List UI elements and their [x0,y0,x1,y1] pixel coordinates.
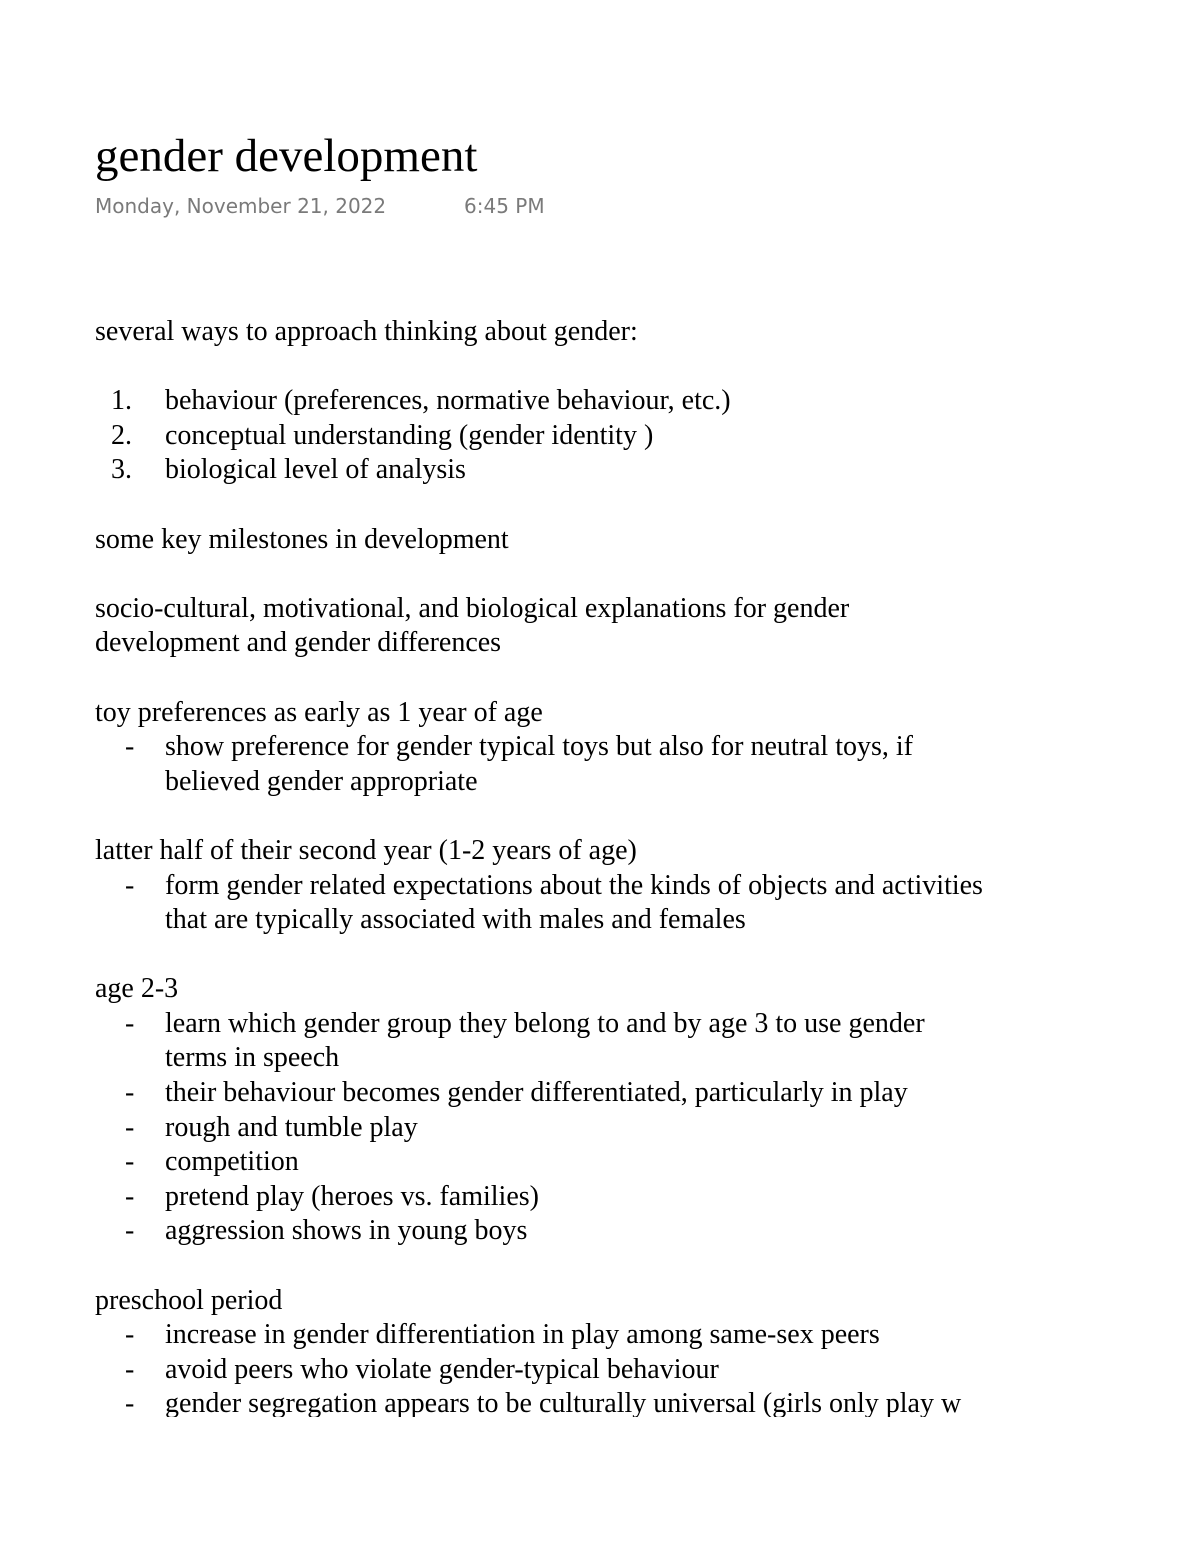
dash-bullet: - [125,1180,135,1212]
dash-bullet: - [125,1146,135,1178]
list-item [95,453,1145,488]
explanations-line: socio-cultural, motivational, and biological explanations for gender [95,592,850,624]
list-item-text: that are typically associated with males and females [165,904,746,936]
list-item-text: aggression shows in young boys [165,1215,528,1247]
list-item-text: gender segregation appears to be culturally universal (girls only play w [165,1388,962,1418]
age23-heading: age 2-3 [95,973,179,1005]
dash-bullet: - [125,1215,135,1247]
list-item [95,1007,1145,1076]
milestones-heading: some key milestones in development [95,523,509,555]
note-timestamp [95,194,545,218]
note-body [95,315,1145,1417]
list-item [95,1318,1145,1353]
list-item-text: biological level of analysis [165,454,466,486]
list-item-text: terms in speech [165,1042,340,1074]
list-item [95,1387,1145,1417]
explanations-line: development and gender differences [95,627,502,659]
list-item [95,1111,1145,1146]
list-item-text: pretend play (heroes vs. families) [165,1180,539,1212]
dash-bullet: - [125,1353,135,1385]
list-item-text: increase in gender differentiation in play among same-sex peers [165,1319,880,1351]
list-item [95,1214,1145,1249]
list-item [95,730,1145,799]
list-item [95,1076,1145,1111]
dash-bullet: - [125,1077,135,1109]
page-title: gender development [95,130,478,182]
second-year-heading: latter half of their second year (1-2 years of age) [95,834,637,866]
list-item-text: behaviour (preferences, normative behaviour, etc.) [165,385,731,417]
dash-bullet: - [125,1007,135,1039]
list-item-text: learn which gender group they belong to and by age 3 to use gender [165,1007,925,1039]
note-date: Monday, November 21, 2022 [95,194,387,218]
list-item-text: believed gender appropriate [165,765,478,797]
list-item-text: form gender related expectations about the kinds of objects and activities [165,869,983,901]
dash-bullet: - [125,869,135,901]
dash-bullet: - [125,1388,135,1418]
list-number: 3. [111,454,132,486]
preschool-heading: preschool period [95,1284,283,1316]
approaches-list [95,384,1145,488]
list-item-text: rough and tumble play [165,1111,418,1143]
list-item-text: conceptual understanding (gender identity ) [165,419,654,451]
dash-bullet: - [125,1111,135,1143]
list-item [95,1353,1145,1388]
list-number: 2. [111,419,132,451]
list-number: 1. [111,385,132,417]
list-item [95,869,1145,938]
dash-bullet: - [125,731,135,763]
list-item-text: their behaviour becomes gender differentiated, particularly in play [165,1077,908,1109]
list-item-text: show preference for gender typical toys but also for neutral toys, if [165,731,913,763]
list-item-text: avoid peers who violate gender-typical behaviour [165,1353,719,1385]
dash-bullet: - [125,1319,135,1351]
intro-line: several ways to approach thinking about gender: [95,316,638,347]
list-item [95,1145,1145,1180]
toy-heading: toy preferences as early as 1 year of age [95,696,543,728]
note-time: 6:45 PM [464,194,545,218]
list-item [95,419,1145,454]
list-item [95,1180,1145,1215]
list-item [95,384,1145,419]
list-item-text: competition [165,1146,299,1178]
